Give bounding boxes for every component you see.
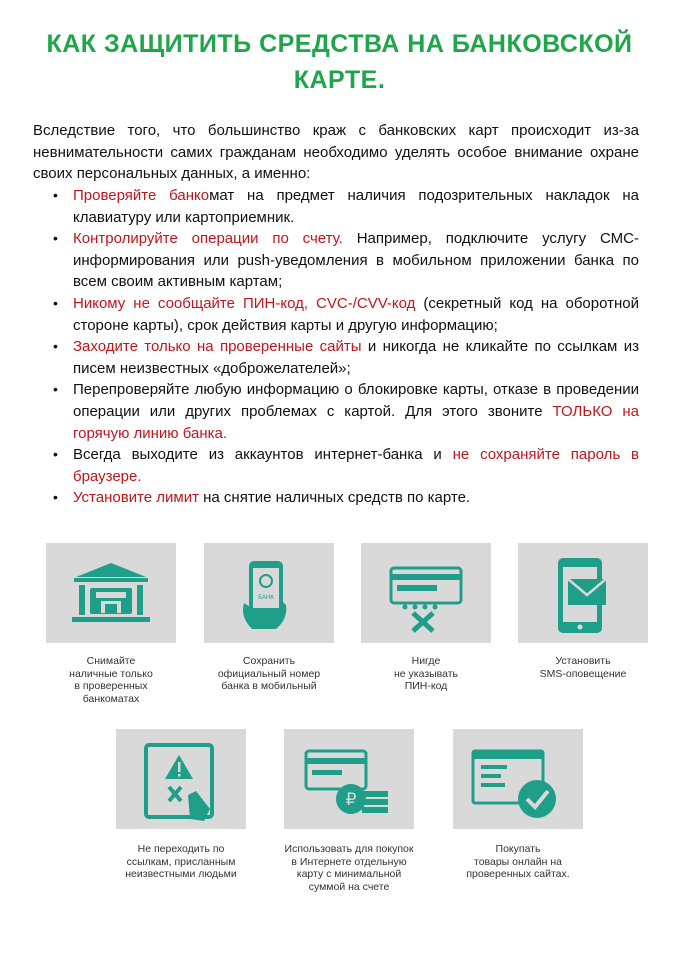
tip-text: мат на предмет наличия подозрительных накладок на клавиатуру или картоприемник. bbox=[73, 187, 639, 226]
bullet: • bbox=[53, 446, 58, 463]
bullet: • bbox=[53, 294, 58, 311]
icon-caption: Покупать товары онлайн на проверенных сайтах. bbox=[466, 843, 570, 880]
page-title: КАК ЗАЩИТИТЬ СРЕДСТВА НА БАНКОВСКОЙ КАРТЕ. bbox=[46, 30, 633, 94]
card-no-pin-tile bbox=[361, 543, 491, 643]
icon-caption: Снимайте наличные только в проверенных банкоматах bbox=[69, 655, 153, 705]
tip-highlight: Заходите только на проверенные сайты bbox=[73, 338, 362, 356]
bullet: • bbox=[53, 338, 58, 355]
sms-phone-icon bbox=[518, 543, 648, 643]
list-item bbox=[53, 336, 639, 379]
tip-text: (секретный код на оборотной стороне карты), срок действия карты и другую информацию; bbox=[73, 294, 639, 334]
icon-caption: Сохранить официальный номер банка в мобильный bbox=[217, 655, 321, 692]
list-item bbox=[53, 487, 639, 509]
card-no-pin-icon bbox=[361, 543, 491, 643]
list-item bbox=[53, 293, 639, 336]
card-coins-icon bbox=[284, 729, 414, 829]
sms-phone-tile bbox=[518, 543, 648, 643]
tip-text: и никогда не кликайте по ссылкам из писем неизвестных «доброжелателей»; bbox=[73, 338, 639, 377]
tip-highlight: Установите лимит bbox=[73, 489, 199, 507]
icon-caption: Использовать для покупок в Интернете отдельную карту с минимальной суммой на счете bbox=[284, 843, 414, 893]
online-check-tile bbox=[453, 729, 583, 829]
card-coins-tile bbox=[284, 729, 414, 829]
phone-hand-tile bbox=[204, 543, 334, 643]
tip-text: Например, подключите услугу СМС-информирования или push-уведомления в мобильном приложении банка по всем своим активным картам; bbox=[73, 230, 639, 291]
online-check-icon bbox=[453, 729, 583, 829]
svg-text:₽: ₽ bbox=[345, 790, 357, 810]
list-item bbox=[53, 228, 639, 293]
phone-hand-icon bbox=[204, 543, 334, 643]
icon-caption: Нигде не указывать ПИН-код bbox=[393, 655, 459, 692]
bullet: • bbox=[53, 381, 58, 398]
bank-atm-icon bbox=[46, 543, 176, 643]
list-item bbox=[53, 379, 639, 444]
tips-list bbox=[53, 185, 639, 509]
warning-tablet-icon bbox=[116, 729, 246, 829]
bullet: • bbox=[53, 187, 58, 203]
bank-atm-tile bbox=[46, 543, 176, 643]
tip-highlight: Проверяйте банко bbox=[73, 187, 210, 204]
tip-highlight: Никому не сообщайте ПИН-код, CVC-/CVV-код bbox=[73, 294, 416, 312]
tip-highlight: Контролируйте операции по счету. bbox=[73, 230, 343, 248]
bullet: • bbox=[53, 230, 58, 247]
bullet: • bbox=[53, 489, 58, 506]
intro-paragraph: Вследствие того, что большинство краж с банковских карт происходит из-за невнимательности самих гражданам необходимо уделять особое внимание охране своих персональных данных, а именно: bbox=[33, 122, 639, 183]
tip-text: Перепроверяйте любую информацию о блокировке карты, отказе в проведении операции или других проблемах с картой. Для этого звоните bbox=[73, 381, 639, 420]
list-item bbox=[53, 444, 639, 487]
tip-text: Всегда выходите из аккаунтов интернет-банка и bbox=[73, 446, 453, 464]
list-item bbox=[53, 185, 639, 228]
icon-caption: Установить SMS-оповещение bbox=[539, 655, 627, 680]
phone-label: БАНК bbox=[258, 595, 274, 601]
warning-tablet-tile bbox=[116, 729, 246, 829]
icon-caption: Не переходить по ссылкам, присланным неизвестными людьми bbox=[125, 843, 237, 880]
tip-text: на снятие наличных средств по карте. bbox=[198, 489, 471, 507]
tip-highlight: не сохраняйте пароль в браузере. bbox=[73, 446, 639, 485]
tip-highlight: ТОЛЬКО на горячую линию банка. bbox=[73, 402, 639, 442]
